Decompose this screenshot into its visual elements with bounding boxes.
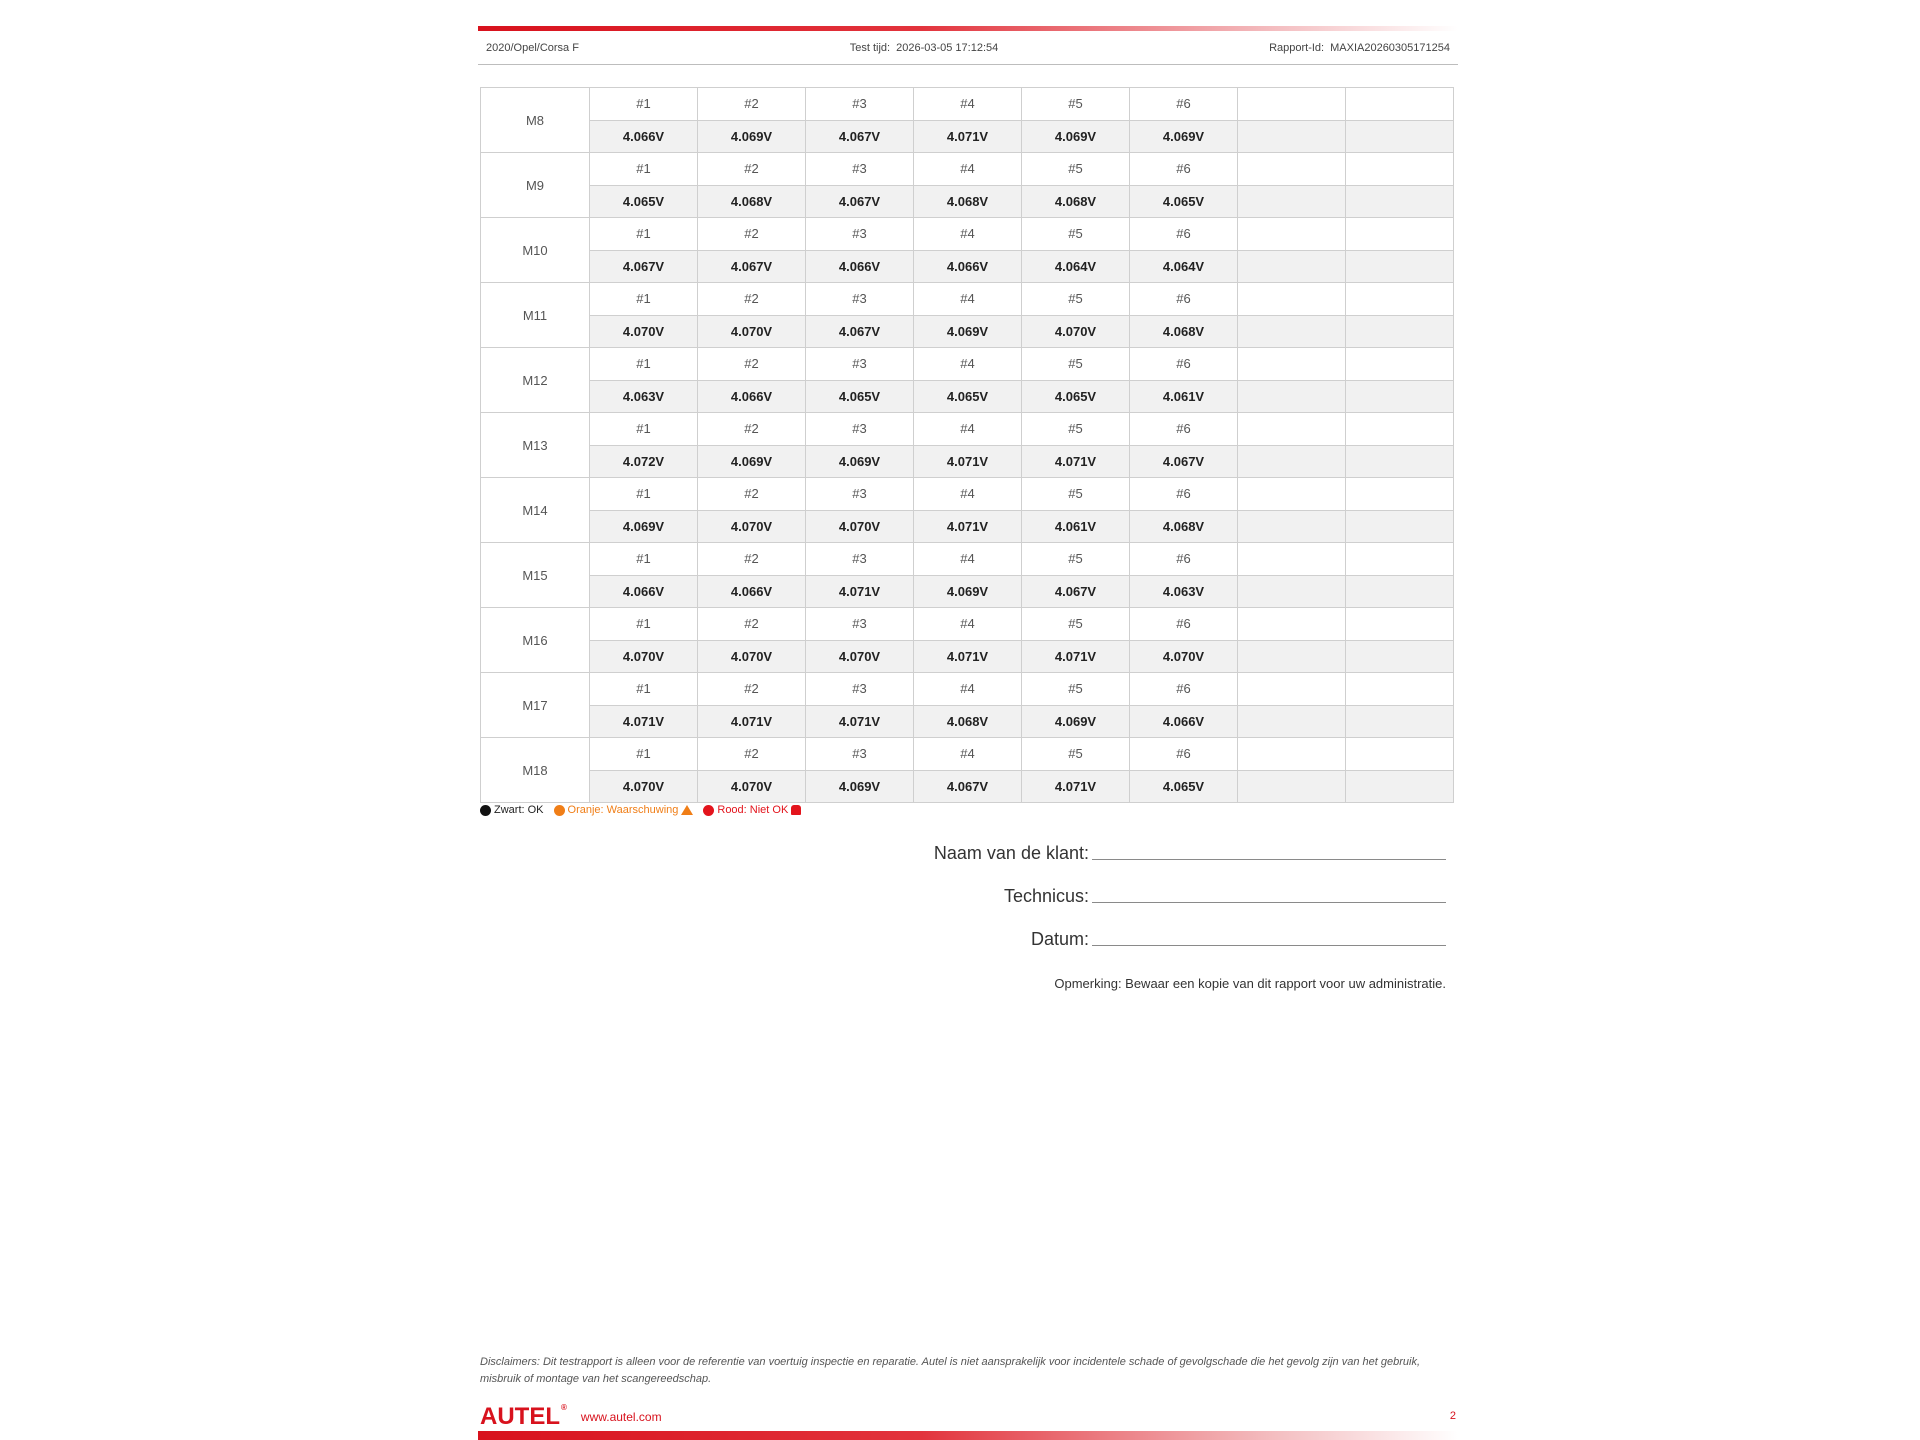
empty-cell — [1346, 575, 1454, 608]
cell-number: #1 — [590, 218, 698, 251]
cell-voltage: 4.066V — [806, 250, 914, 283]
cell-number: #5 — [1022, 608, 1130, 641]
cell-voltage: 4.068V — [698, 185, 806, 218]
cell-number: #3 — [806, 413, 914, 446]
empty-cell — [1238, 575, 1346, 608]
table-row — [481, 283, 1454, 316]
empty-cell — [1238, 673, 1346, 706]
cell-number: #5 — [1022, 218, 1130, 251]
empty-cell — [1346, 348, 1454, 381]
empty-cell — [1346, 510, 1454, 543]
module-label: M10 — [481, 218, 590, 283]
module-label: M14 — [481, 478, 590, 543]
customer-name-line — [1092, 859, 1446, 860]
page-number: 2 — [1449, 1410, 1456, 1422]
cell-number: #2 — [698, 673, 806, 706]
cell-voltage: 4.067V — [590, 250, 698, 283]
cell-number: #2 — [698, 283, 806, 316]
table-row — [481, 315, 1454, 348]
cell-number: #6 — [1130, 543, 1238, 576]
test-time-label: Test tijd: — [849, 42, 891, 54]
cell-voltage: 4.061V — [1022, 510, 1130, 543]
cell-voltage: 4.064V — [1022, 250, 1130, 283]
cell-voltage: 4.069V — [806, 445, 914, 478]
empty-cell — [1346, 640, 1454, 673]
cell-number: #5 — [1022, 283, 1130, 316]
cell-voltage: 4.069V — [698, 445, 806, 478]
cell-number: #4 — [914, 218, 1022, 251]
empty-cell — [1346, 543, 1454, 576]
cell-voltage: 4.067V — [1130, 445, 1238, 478]
cell-number: #3 — [806, 478, 914, 511]
test-time-value: 2026-03-05 17:12:54 — [896, 42, 999, 54]
disclaimer-text: Disclaimers: Dit testrapport is alleen voor de referentie van voertuig inspectie en reparatie. Autel is niet aansprakelijk voor incidentele schade of gevolgschade die het gevolg zijn van het gebruik, misbruik of montage van het scangereedschap. — [480, 1356, 1421, 1385]
empty-cell — [1238, 608, 1346, 641]
legend-warn — [554, 804, 694, 816]
legend-bad — [703, 804, 801, 816]
empty-cell — [1346, 738, 1454, 771]
table-row — [481, 445, 1454, 478]
test-time — [850, 42, 999, 54]
cell-number: #6 — [1130, 153, 1238, 186]
table-row — [481, 478, 1454, 511]
cell-voltage: 4.065V — [1022, 380, 1130, 413]
cell-voltage: 4.063V — [590, 380, 698, 413]
empty-cell — [1346, 88, 1454, 121]
empty-cell — [1346, 185, 1454, 218]
cell-voltage: 4.065V — [806, 380, 914, 413]
status-legend — [480, 804, 811, 816]
empty-cell — [1346, 478, 1454, 511]
cell-voltage: 4.065V — [1130, 185, 1238, 218]
technician-label: Technicus: — [1003, 886, 1089, 906]
red-dot-icon — [703, 805, 714, 816]
cell-voltage: 4.065V — [1130, 770, 1238, 803]
module-label: M11 — [481, 283, 590, 348]
empty-cell — [1238, 185, 1346, 218]
empty-cell — [1238, 738, 1346, 771]
cell-voltage: 4.061V — [1130, 380, 1238, 413]
cell-number: #2 — [698, 88, 806, 121]
cell-number: #5 — [1022, 738, 1130, 771]
empty-cell — [1346, 380, 1454, 413]
cell-voltage: 4.069V — [698, 120, 806, 153]
cell-number: #5 — [1022, 88, 1130, 121]
cell-voltage: 4.067V — [806, 120, 914, 153]
cell-number: #1 — [590, 153, 698, 186]
cell-voltage: 4.071V — [1022, 640, 1130, 673]
cell-number: #4 — [914, 543, 1022, 576]
module-label: M16 — [481, 608, 590, 673]
empty-cell — [1346, 283, 1454, 316]
cell-number: #5 — [1022, 543, 1130, 576]
cell-voltage: 4.066V — [698, 575, 806, 608]
table-row — [481, 738, 1454, 771]
cell-number: #3 — [806, 218, 914, 251]
legend-ok-label: Zwart: OK — [494, 804, 544, 816]
cell-voltage: 4.067V — [698, 250, 806, 283]
table-row — [481, 348, 1454, 381]
cell-voltage: 4.069V — [1130, 120, 1238, 153]
cell-voltage: 4.070V — [590, 770, 698, 803]
cell-voltage: 4.066V — [698, 380, 806, 413]
cell-voltage: 4.070V — [590, 640, 698, 673]
cell-voltage: 4.071V — [1022, 770, 1130, 803]
cell-number: #6 — [1130, 608, 1238, 641]
cell-voltage: 4.066V — [914, 250, 1022, 283]
cell-number: #3 — [806, 673, 914, 706]
cell-number: #3 — [806, 88, 914, 121]
empty-cell — [1346, 770, 1454, 803]
cell-voltage: 4.071V — [806, 575, 914, 608]
cell-number: #2 — [698, 478, 806, 511]
empty-cell — [1238, 120, 1346, 153]
module-label: M18 — [481, 738, 590, 803]
empty-cell — [1238, 283, 1346, 316]
cell-number: #1 — [590, 478, 698, 511]
cell-number: #5 — [1022, 673, 1130, 706]
table-row — [481, 218, 1454, 251]
cell-number: #1 — [590, 543, 698, 576]
date-line — [1092, 945, 1446, 946]
cell-voltage: 4.065V — [914, 380, 1022, 413]
empty-cell — [1238, 218, 1346, 251]
cell-voltage: 4.070V — [698, 315, 806, 348]
cell-voltage: 4.070V — [1130, 640, 1238, 673]
report-id — [1269, 42, 1450, 54]
cell-voltage: 4.070V — [698, 640, 806, 673]
empty-cell — [1238, 770, 1346, 803]
cell-voltage: 4.072V — [590, 445, 698, 478]
empty-cell — [1238, 705, 1346, 738]
report-id-value: MAXIA20260305171254 — [1330, 42, 1450, 54]
cell-number: #6 — [1130, 218, 1238, 251]
empty-cell — [1346, 673, 1454, 706]
cell-number: #2 — [698, 608, 806, 641]
vehicle-info: 2020/Opel/Corsa F — [486, 42, 579, 54]
cell-number: #3 — [806, 348, 914, 381]
cell-voltage: 4.070V — [698, 510, 806, 543]
cell-voltage: 4.068V — [1130, 510, 1238, 543]
table-row — [481, 608, 1454, 641]
cell-voltage: 4.067V — [1022, 575, 1130, 608]
cell-voltage: 4.070V — [1022, 315, 1130, 348]
cell-voltage: 4.068V — [1022, 185, 1130, 218]
table-row — [481, 705, 1454, 738]
empty-cell — [1346, 153, 1454, 186]
cell-number: #3 — [806, 738, 914, 771]
cell-number: #2 — [698, 413, 806, 446]
table-row — [481, 250, 1454, 283]
cell-voltage: 4.071V — [698, 705, 806, 738]
module-label: M17 — [481, 673, 590, 738]
cell-voltage: 4.069V — [1022, 120, 1130, 153]
table-row — [481, 88, 1454, 121]
table-row — [481, 575, 1454, 608]
cell-voltage: 4.064V — [1130, 250, 1238, 283]
cell-number: #3 — [806, 153, 914, 186]
report-header — [478, 31, 1458, 65]
empty-cell — [1346, 315, 1454, 348]
module-label: M15 — [481, 543, 590, 608]
empty-cell — [1346, 218, 1454, 251]
cell-number: #1 — [590, 348, 698, 381]
cell-voltage: 4.070V — [806, 510, 914, 543]
cell-number: #2 — [698, 738, 806, 771]
empty-cell — [1346, 445, 1454, 478]
footer-accent-bar — [478, 1431, 1458, 1440]
cell-voltage: 4.069V — [914, 315, 1022, 348]
cell-number: #5 — [1022, 153, 1130, 186]
cell-voltage: 4.068V — [914, 185, 1022, 218]
cell-voltage: 4.066V — [590, 575, 698, 608]
cell-voltage: 4.070V — [698, 770, 806, 803]
website-link[interactable]: www.autel.com — [580, 1410, 662, 1424]
report-footer — [480, 1402, 1456, 1432]
table-row — [481, 380, 1454, 413]
cell-number: #6 — [1130, 673, 1238, 706]
cell-number: #1 — [590, 88, 698, 121]
cell-voltage: 4.063V — [1130, 575, 1238, 608]
cell-voltage: 4.071V — [914, 120, 1022, 153]
table-row — [481, 120, 1454, 153]
cell-number: #1 — [590, 608, 698, 641]
logo-text: AUTEL — [480, 1403, 560, 1430]
module-label: M8 — [481, 88, 590, 153]
cell-number: #4 — [914, 153, 1022, 186]
empty-cell — [1238, 445, 1346, 478]
table-row — [481, 673, 1454, 706]
cell-number: #4 — [914, 738, 1022, 771]
empty-cell — [1238, 250, 1346, 283]
empty-cell — [1238, 413, 1346, 446]
cell-number: #4 — [914, 348, 1022, 381]
cell-voltage: 4.067V — [806, 185, 914, 218]
module-label: M12 — [481, 348, 590, 413]
report-note: Opmerking: Bewaar een kopie van dit rapport voor uw administratie. — [1054, 976, 1446, 991]
cell-number: #6 — [1130, 348, 1238, 381]
cell-voltage: 4.069V — [914, 575, 1022, 608]
cell-number: #2 — [698, 543, 806, 576]
date-label: Datum: — [1030, 929, 1089, 949]
module-label: M13 — [481, 413, 590, 478]
cell-number: #5 — [1022, 413, 1130, 446]
cell-number: #6 — [1130, 88, 1238, 121]
report-page — [478, 0, 1458, 1440]
alarm-icon — [791, 805, 801, 815]
report-id-label: Rapport-Id: — [1269, 42, 1325, 54]
empty-cell — [1238, 315, 1346, 348]
technician-line — [1092, 902, 1446, 903]
cell-voltage: 4.068V — [1130, 315, 1238, 348]
empty-cell — [1238, 153, 1346, 186]
registered-mark: ® — [561, 1403, 567, 1412]
cell-number: #2 — [698, 348, 806, 381]
legend-ok — [480, 804, 544, 816]
cell-voltage: 4.066V — [590, 120, 698, 153]
cell-number: #4 — [914, 283, 1022, 316]
cell-voltage-table — [480, 87, 1454, 803]
cell-number: #2 — [698, 218, 806, 251]
cell-number: #4 — [914, 608, 1022, 641]
empty-cell — [1238, 478, 1346, 511]
cell-number: #6 — [1130, 478, 1238, 511]
date-row — [1031, 929, 1446, 950]
cell-voltage: 4.068V — [914, 705, 1022, 738]
cell-number: #4 — [914, 88, 1022, 121]
empty-cell — [1238, 510, 1346, 543]
table-row — [481, 543, 1454, 576]
cell-voltage: 4.069V — [1022, 705, 1130, 738]
autel-logo — [480, 1403, 567, 1431]
empty-cell — [1238, 88, 1346, 121]
table-row — [481, 770, 1454, 803]
table-row — [481, 510, 1454, 543]
empty-cell — [1346, 120, 1454, 153]
cell-voltage: 4.071V — [914, 640, 1022, 673]
cell-number: #2 — [698, 153, 806, 186]
cell-voltage: 4.069V — [806, 770, 914, 803]
cell-number: #6 — [1130, 413, 1238, 446]
customer-name-label: Naam van de klant: — [933, 843, 1089, 863]
cell-number: #6 — [1130, 738, 1238, 771]
table-row — [481, 413, 1454, 446]
warning-triangle-icon — [681, 805, 693, 815]
cell-number: #4 — [914, 673, 1022, 706]
customer-name-row — [934, 843, 1446, 864]
table-row — [481, 185, 1454, 218]
cell-number: #4 — [914, 478, 1022, 511]
module-label: M9 — [481, 153, 590, 218]
cell-voltage: 4.067V — [806, 315, 914, 348]
table-row — [481, 153, 1454, 186]
cell-voltage: 4.071V — [914, 445, 1022, 478]
cell-voltage: 4.071V — [914, 510, 1022, 543]
cell-voltage: 4.070V — [806, 640, 914, 673]
black-dot-icon — [480, 805, 491, 816]
empty-cell — [1238, 640, 1346, 673]
cell-number: #1 — [590, 413, 698, 446]
cell-number: #5 — [1022, 348, 1130, 381]
cell-number: #1 — [590, 283, 698, 316]
cell-voltage: 4.067V — [914, 770, 1022, 803]
table-row — [481, 640, 1454, 673]
empty-cell — [1346, 705, 1454, 738]
empty-cell — [1238, 348, 1346, 381]
cell-number: #4 — [914, 413, 1022, 446]
cell-number: #6 — [1130, 283, 1238, 316]
header-divider — [478, 64, 1458, 65]
cell-number: #3 — [806, 608, 914, 641]
empty-cell — [1346, 608, 1454, 641]
orange-dot-icon — [554, 805, 565, 816]
empty-cell — [1346, 250, 1454, 283]
cell-voltage: 4.071V — [590, 705, 698, 738]
cell-voltage: 4.065V — [590, 185, 698, 218]
cell-number: #3 — [806, 543, 914, 576]
empty-cell — [1238, 543, 1346, 576]
cell-number: #3 — [806, 283, 914, 316]
cell-voltage: 4.070V — [590, 315, 698, 348]
legend-warn-label: Oranje: Waarschuwing — [567, 804, 679, 816]
legend-bad-label: Rood: Niet OK — [717, 804, 789, 816]
cell-voltage: 4.069V — [590, 510, 698, 543]
cell-number: #1 — [590, 673, 698, 706]
empty-cell — [1238, 380, 1346, 413]
cell-number: #5 — [1022, 478, 1130, 511]
cell-voltage: 4.066V — [1130, 705, 1238, 738]
empty-cell — [1346, 413, 1454, 446]
cell-voltage: 4.071V — [1022, 445, 1130, 478]
cell-voltage: 4.071V — [806, 705, 914, 738]
cell-number: #1 — [590, 738, 698, 771]
technician-row — [1004, 886, 1446, 907]
